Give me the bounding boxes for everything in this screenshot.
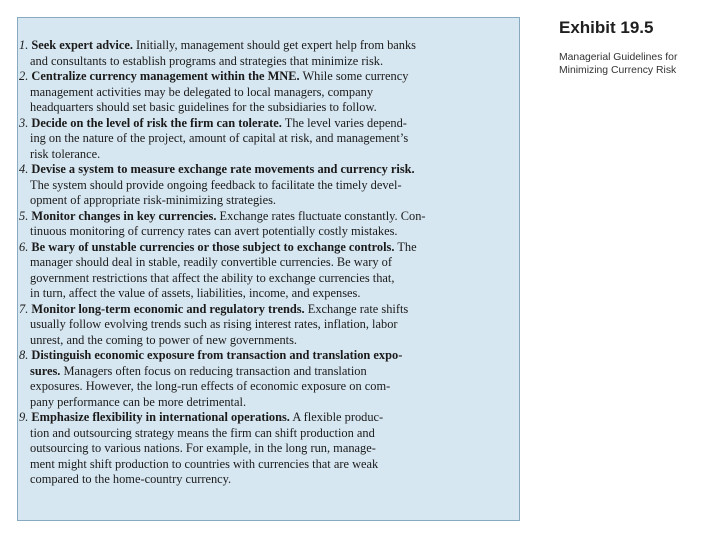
item-line: ment might shift production to countries with currencies that are weak [30,456,379,471]
item-heading: Emphasize flexibility in international operations. [31,410,290,424]
item-line [19,410,513,426]
item-text: Managers often focus on reducing transaction and translation [60,363,367,378]
item-line: exposures. However, the long-run effects of economic exposure on com- [30,379,391,393]
item-text: The [394,239,417,254]
guideline-item-3 [19,116,513,163]
item-line: unrest, and the coming to power of new governments. [30,332,298,347]
item-line: ing on the nature of the project, amount of capital at risk, and management’s [30,131,409,145]
item-heading: Monitor changes in key currencies. [31,208,217,223]
item-text: A flexible produc- [289,410,384,424]
item-line [19,162,513,178]
item-number: 6. [19,239,29,254]
guideline-item-2 [19,69,513,116]
item-line: headquarters should set basic guidelines for the subsidiaries to follow. [30,100,377,114]
item-number: 1. [19,38,29,52]
item-line: in turn, affect the value of assets, liabilities, income, and expenses. [30,286,361,300]
item-line: outsourcing to various nations. For example, in the long run, manage- [30,441,376,455]
item-number: 3. [19,115,29,130]
item-line: management activities may be delegated to local managers, company [30,84,374,99]
item-line [19,209,513,225]
item-heading-cont: sures. [30,363,61,378]
item-heading: Be wary of unstable currencies or those subject to exchange controls. [31,239,395,254]
item-line: tinuous monitoring of currency rates can avert potentially costly mistakes. [30,224,398,238]
item-heading: Monitor long-term economic and regulatory trends. [31,301,305,316]
item-number: 4. [19,162,29,176]
guidelines-list [19,38,513,488]
item-number: 7. [19,301,29,316]
item-number: 5. [19,208,29,223]
item-heading: Centralize currency management within the MNE. [31,69,300,83]
item-line [19,38,513,54]
exhibit-subtitle-line: Minimizing Currency Risk [559,65,677,76]
item-line: opment of appropriate risk-minimizing strategies. [30,193,277,207]
item-text: Initially, management should get expert help from banks [132,38,416,52]
guideline-item-4 [19,162,513,209]
guideline-item-8 [19,348,513,410]
item-text: Exchange rate shifts [304,301,409,316]
exhibit-subtitle [559,51,709,77]
guideline-item-5 [19,209,513,240]
item-line: pany performance can be more detrimental. [30,394,247,409]
item-line [19,348,513,364]
item-heading: Distinguish economic exposure from transaction and translation expo- [31,348,403,362]
guideline-item-9 [19,410,513,488]
item-heading: Devise a system to measure exchange rate movements and currency risk. [31,162,415,176]
exhibit-title: Exhibit 19.5 [559,18,654,37]
item-line: compared to the home-country currency. [30,472,232,486]
item-line [19,364,513,380]
item-heading: Decide on the level of risk the firm can tolerate. [31,115,282,130]
guideline-item-1 [19,38,513,69]
item-line: usually follow evolving trends such as rising interest rates, inflation, labor [30,317,398,331]
item-line [19,116,513,132]
item-line: tion and outsourcing strategy means the firm can shift production and [30,425,375,440]
item-line: risk tolerance. [30,146,101,161]
item-text: While some currency [299,69,409,83]
guideline-item-7 [19,302,513,349]
item-line: and consultants to establish programs and strategies that minimize risk. [30,53,384,68]
item-line: manager should deal in stable, readily convertible currencies. Be wary of [30,255,392,269]
item-text: The level varies depend- [281,115,407,130]
item-line: government restrictions that affect the ability to exchange currencies that, [30,270,395,285]
item-line: The system should provide ongoing feedback to facilitate the timely devel- [30,177,402,192]
item-line [19,302,513,318]
item-line [19,240,513,256]
item-heading: Seek expert advice. [31,38,133,52]
guideline-item-6 [19,240,513,302]
item-number: 2. [19,69,29,83]
item-line [19,69,513,85]
item-number: 9. [19,410,29,424]
item-number: 8. [19,348,29,362]
item-text: Exchange rates fluctuate constantly. Con- [216,208,426,223]
exhibit-subtitle-line: Managerial Guidelines for [559,52,678,63]
